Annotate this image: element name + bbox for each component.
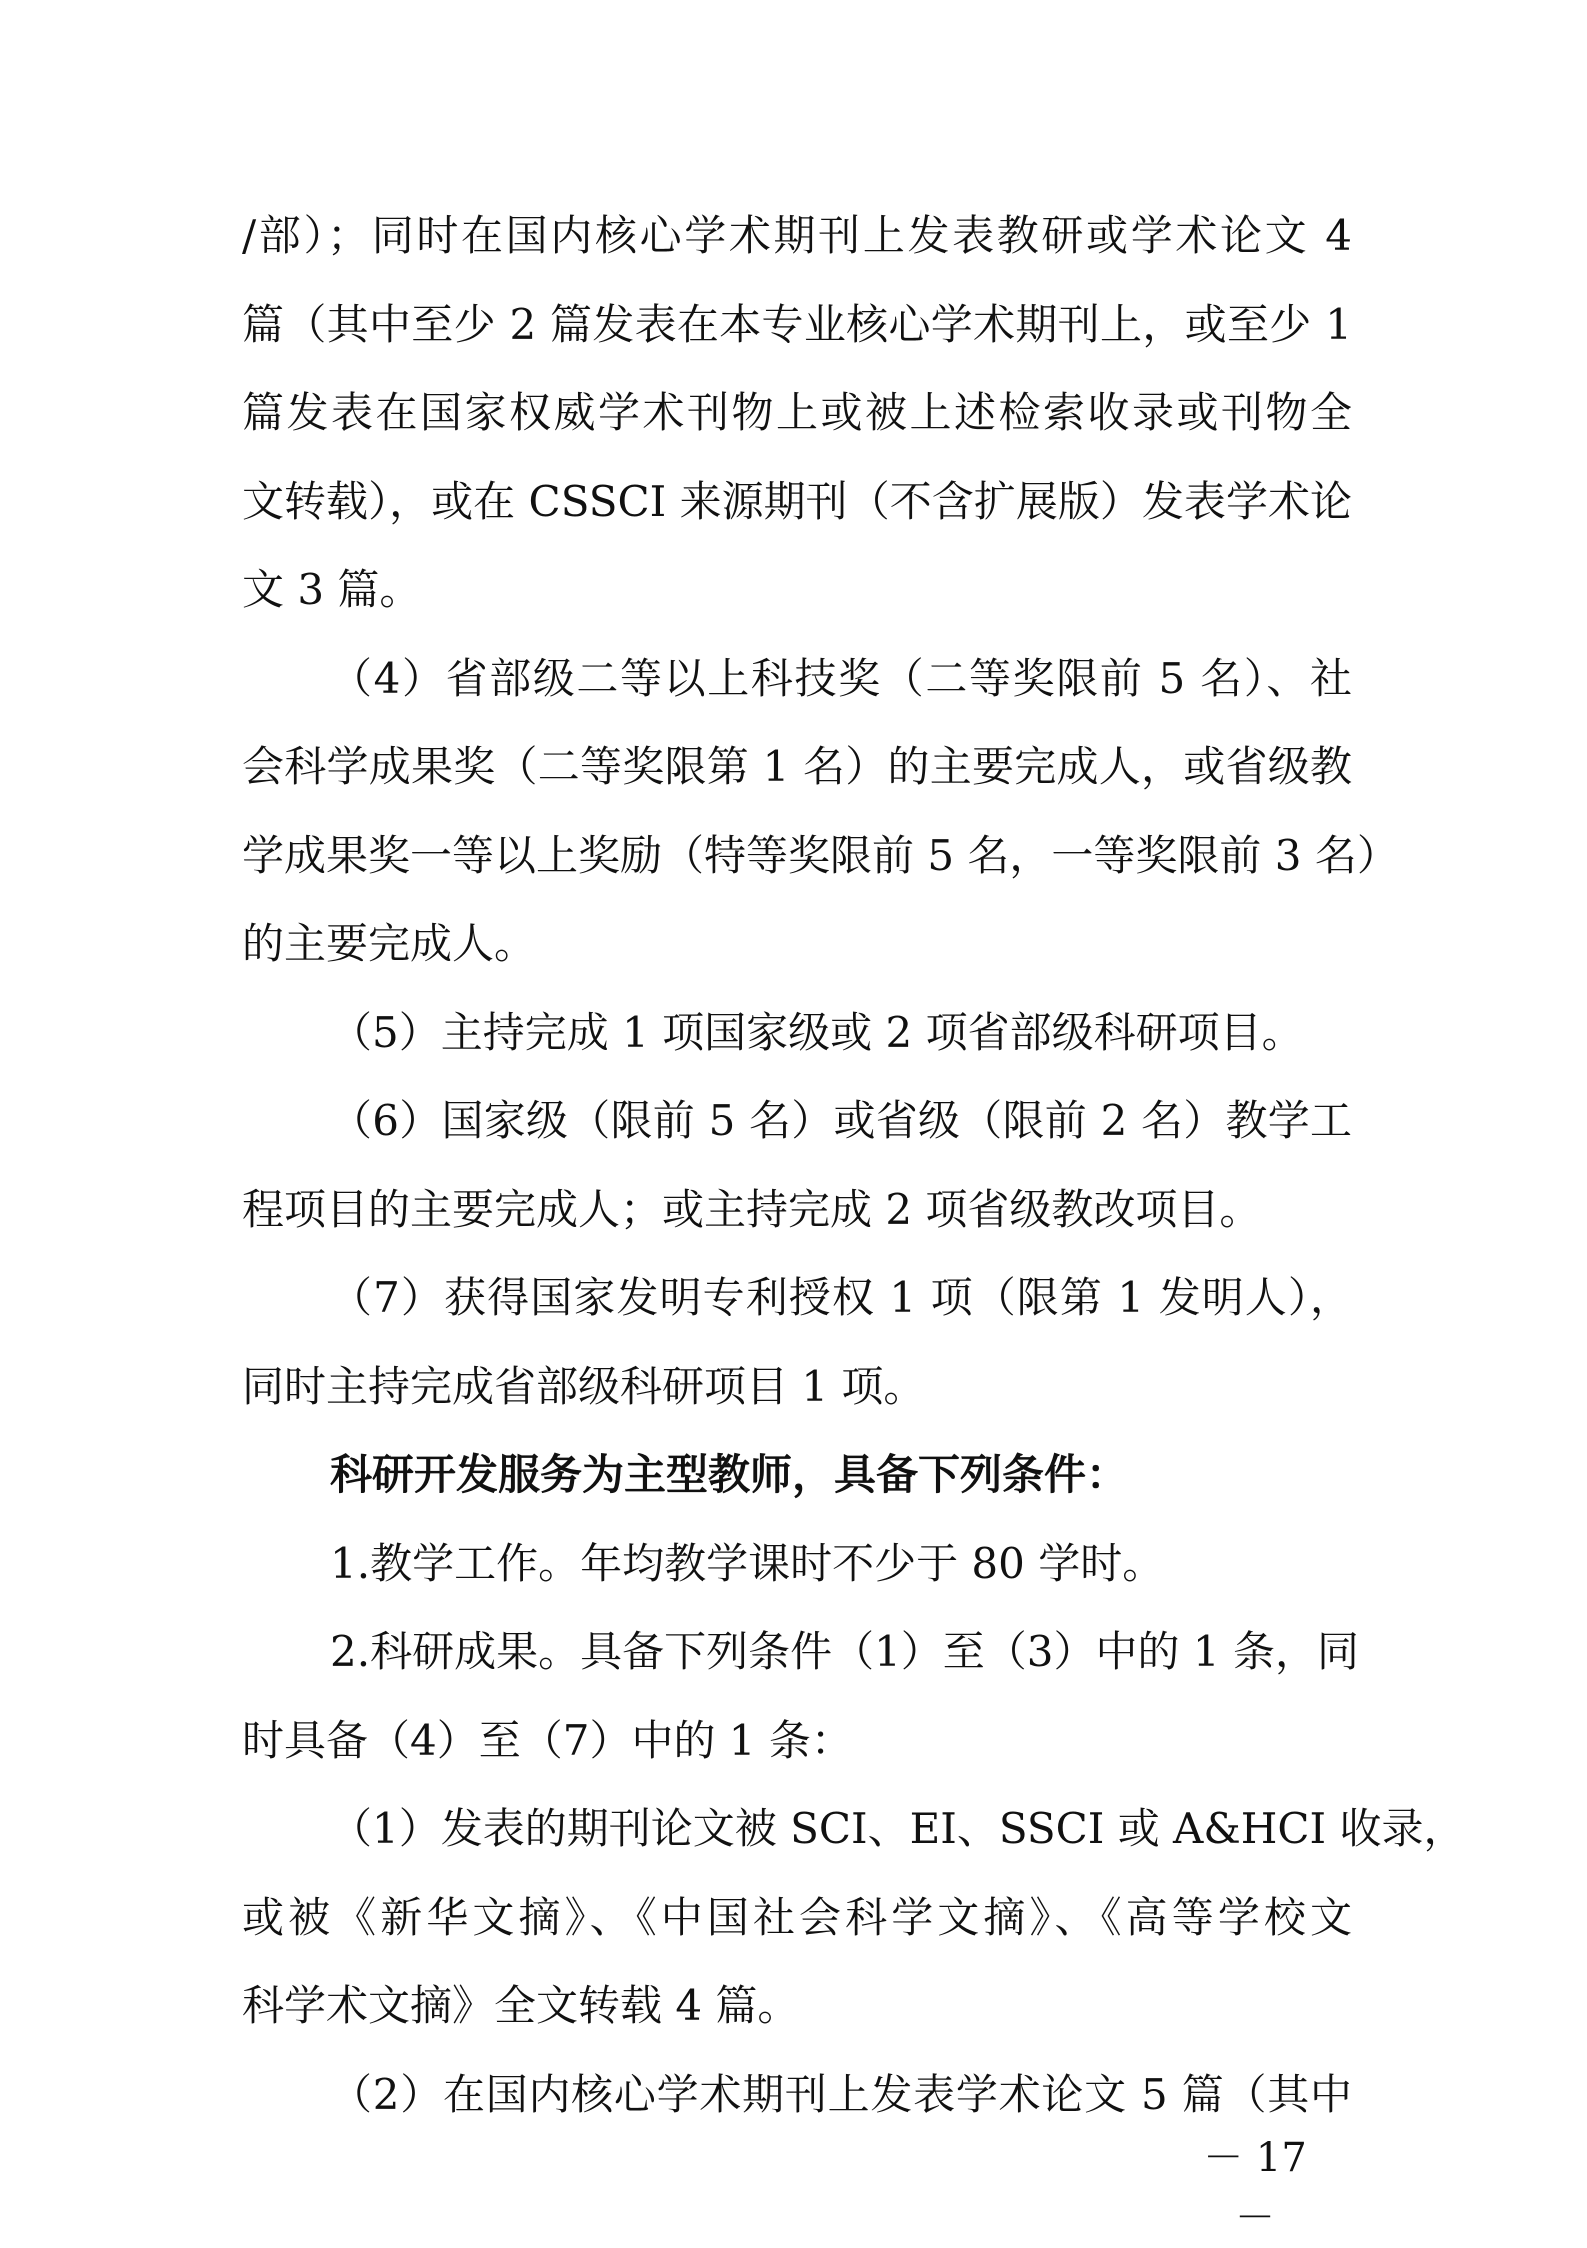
- text-line-7: 会科学成果奖（二等奖限第 1 名）的主要完成人，或省级教: [242, 742, 1352, 791]
- text-line-8: 学成果奖一等以上奖励（特等奖限前 5 名，一等奖限前 3 名）: [242, 831, 1399, 880]
- text-line-10: （5）主持完成 1 项国家级或 2 项省部级科研项目。: [330, 1008, 1304, 1057]
- text-line-19: （1）发表的期刊论文被 SCI、EI、SSCI 或 A&HCI 收录，: [330, 1804, 1466, 1853]
- text-line-2: 篇（其中至少 2 篇发表在本专业核心学术期刊上，或至少 1: [242, 300, 1352, 349]
- text-line-6: （4）省部级二等以上科技奖（二等奖限前 5 名）、社: [330, 654, 1352, 703]
- text-line-3: 篇发表在国家权威学术刊物上或被上述检索收录或刊物全: [242, 388, 1352, 437]
- text-line-17: 2.科研成果。具备下列条件（1）至（3）中的 1 条，同: [330, 1627, 1359, 1676]
- text-line-11: （6）国家级（限前 5 名）或省级（限前 2 名）教学工: [330, 1096, 1352, 1145]
- text-line-1: /部）；同时在国内核心学术期刊上发表教研或学术论文 4: [242, 211, 1352, 260]
- page-number: － 17 －: [1203, 2135, 1307, 2241]
- text-line-5: 文 3 篇。: [242, 565, 422, 614]
- text-line-4: 文转载），或在 CSSCI 来源期刊（不含扩展版）发表学术论: [242, 477, 1352, 526]
- text-line-14: 同时主持完成省部级科研项目 1 项。: [242, 1362, 926, 1411]
- text-line-12: 程项目的主要完成人；或主持完成 2 项省级教改项目。: [242, 1185, 1262, 1234]
- text-line-9: 的主要完成人。: [242, 919, 537, 968]
- text-line-22: （2）在国内核心学术期刊上发表学术论文 5 篇（其中: [330, 2070, 1352, 2119]
- text-line-21: 科学术文摘》全文转载 4 篇。: [242, 1981, 800, 2030]
- section-heading: 科研开发服务为主型教师，具备下列条件：: [330, 1450, 1129, 1499]
- text-line-20: 或被《新华文摘》、《中国社会科学文摘》、《高等学校文: [242, 1893, 1352, 1942]
- text-line-13: （7）获得国家发明专利授权 1 项（限第 1 发明人），: [330, 1273, 1352, 1322]
- text-line-16: 1.教学工作。年均教学课时不少于 80 学时。: [330, 1539, 1165, 1588]
- text-line-18: 时具备（4）至（7）中的 1 条：: [242, 1716, 853, 1765]
